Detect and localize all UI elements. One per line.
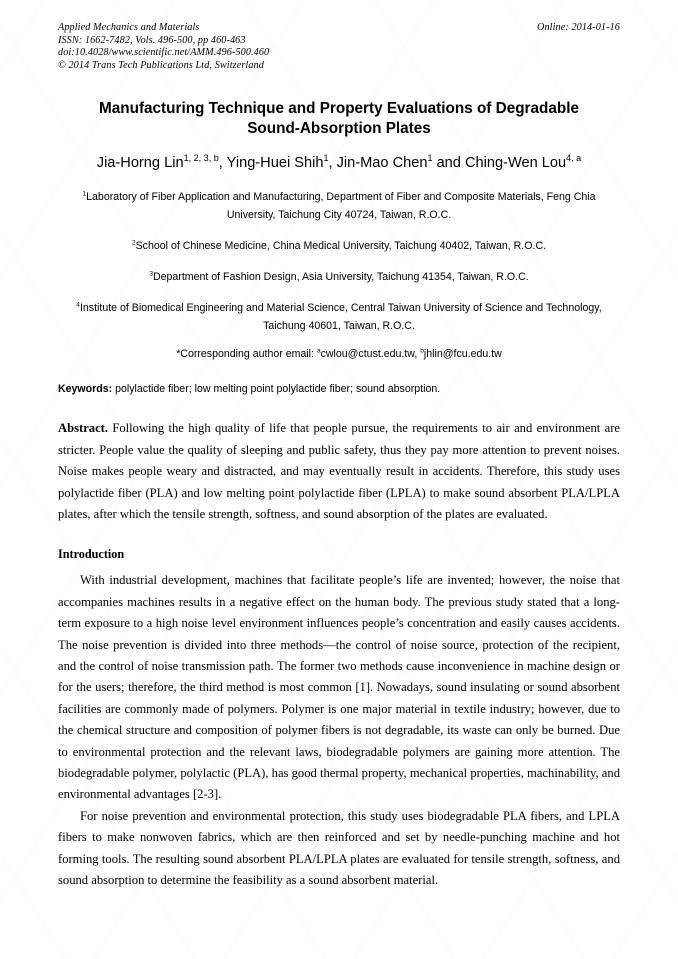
author-name: Jia-Horng Lin	[96, 155, 184, 172]
author-list	[58, 153, 620, 173]
author-entry	[465, 155, 581, 171]
author-name: Jin-Mao Chen	[336, 155, 428, 172]
affiliation-item	[64, 299, 614, 335]
journal-issn: ISSN: 1662-7482, Vols. 496-500, pp 460-463	[58, 34, 246, 46]
corresponding-marker-b: b	[420, 347, 424, 355]
affiliation-text: Laboratory of Fiber Application and Manufacturing, Department of Fiber and Composite Materials, Feng Chia University, Taichung City 40724, Taiwan, R.O.C.	[86, 191, 596, 222]
affiliation-text: Department of Fashion Design, Asia University, Taichung 41354, Taiwan, R.O.C.	[152, 271, 529, 284]
author-affil-marker: 4, a	[566, 153, 582, 164]
affiliation-marker: 1	[82, 190, 87, 198]
affiliation-marker: 3	[149, 270, 153, 278]
author-separator: ,	[328, 155, 337, 172]
affiliation-item	[64, 188, 614, 224]
introduction-paragraph-2: For noise prevention and environmental protection, this study uses biodegradable PLA fibers, and LPLA fibers to make nonwoven fabrics, which are then reinforced and set by needle-punching machine and hot forming tools. The resulting sound absorbent PLA/LPLA plates are evaluated for tensile strength, softness, and sound absorption to determine the feasibility as a sound absorbent material.	[58, 808, 620, 888]
author-affil-marker: 1	[427, 153, 433, 164]
author-affil-marker: 1, 2, 3, b	[183, 153, 219, 164]
author-entry	[97, 155, 227, 171]
author-affil-marker: 1	[323, 153, 329, 164]
corresponding-email-a[interactable]: cwlou@ctust.edu.tw	[320, 348, 415, 361]
introduction-heading: Introduction	[58, 547, 125, 562]
journal-header	[58, 22, 620, 72]
author-separator: and	[432, 155, 465, 172]
corresponding-email-b[interactable]: jhlin@fcu.edu.tw	[423, 348, 502, 361]
affiliation-item	[64, 237, 614, 255]
affiliation-marker: 4	[76, 301, 80, 309]
keywords-label: Keywords:	[58, 383, 113, 396]
affiliation-text: Institute of Biomedical Engineering and Material Science, Central Taiwan University of Science and Technology, Taichung 40601, Taiwan, R.O.C.	[79, 302, 602, 333]
corresponding-author-line	[58, 348, 620, 360]
keywords-line	[58, 382, 620, 397]
author-entry	[337, 155, 465, 171]
title-line-1: Manufacturing Technique and Property Evaluations of Degradable	[99, 100, 579, 118]
author-entry	[227, 155, 337, 171]
page-title	[80, 99, 598, 139]
affiliation-list	[58, 188, 620, 335]
journal-name: Applied Mechanics and Materials	[58, 22, 200, 33]
title-line-2: Sound-Absorption Plates	[247, 120, 431, 138]
corresponding-marker-a: a	[316, 347, 321, 355]
abstract-section	[58, 418, 620, 525]
affiliation-text: School of Chinese Medicine, China Medical University, Taichung 40402, Taiwan, R.O.C.	[135, 240, 547, 253]
journal-doi: doi:10.4028/www.scientific.net/AMM.496-500.460	[58, 47, 270, 59]
journal-copyright: © 2014 Trans Tech Publications Ltd, Switzerland	[58, 59, 264, 71]
affiliation-item	[64, 268, 614, 286]
affiliation-marker: 2	[131, 239, 136, 247]
corresponding-email-separator: ,	[414, 348, 421, 361]
abstract-label: Abstract.	[58, 421, 109, 436]
corresponding-label: *Corresponding author email:	[176, 348, 317, 361]
abstract-text: Following the high quality of life that people pursue, the requirements to air and environment are stricter. People value the quality of sleeping and public safety, thus they pay more attention to prevent noises. Noise makes people weary and distracted, and may eventually result in accidents. Therefore, this study uses polylactide fiber (PLA) and low melting point polylactide fiber (LPLA) to make sound absorbent PLA/LPLA plates, after which the tensile strength, softness, and sound absorption of the plates are evaluated.	[58, 421, 620, 521]
author-name: Ying-Huei Shih	[226, 155, 324, 172]
introduction-paragraph-1: With industrial development, machines that facilitate people’s life are invented; however, the noise that accompanies machines results in a negative effect on the human body. The previous study stated that a long-term exposure to a high noise level environment influences people’s concentration and easily causes accidents. The noise prevention is divided into three methods—the control of noise source, protection of the recipient, and the control of noise transmission path. The former two methods cause inconvenience in machine design or for the users; therefore, the third method is most common [1]. Nowadays, sound insulating or sound absorbent facilities are commonly made of polymers. Polymer is one major material in textile industry; however, due to the chemical structure and composition of polymer fibers is not degradable, its waste can only be burned. Due to environmental protection and the relevant laws, biodegradable polymers are gaining more attention. The biodegradable polymer, polylactic (PLA), has good thermal property, mechanical properties, machinability, and environmental advantages [2-3].	[58, 573, 620, 802]
author-separator: ,	[218, 155, 227, 172]
keywords-text: polylactide fiber; low melting point polylactide fiber; sound absorption.	[112, 383, 441, 396]
online-date: Online: 2014-01-16	[536, 22, 620, 33]
author-name: Ching-Wen Lou	[464, 155, 567, 172]
